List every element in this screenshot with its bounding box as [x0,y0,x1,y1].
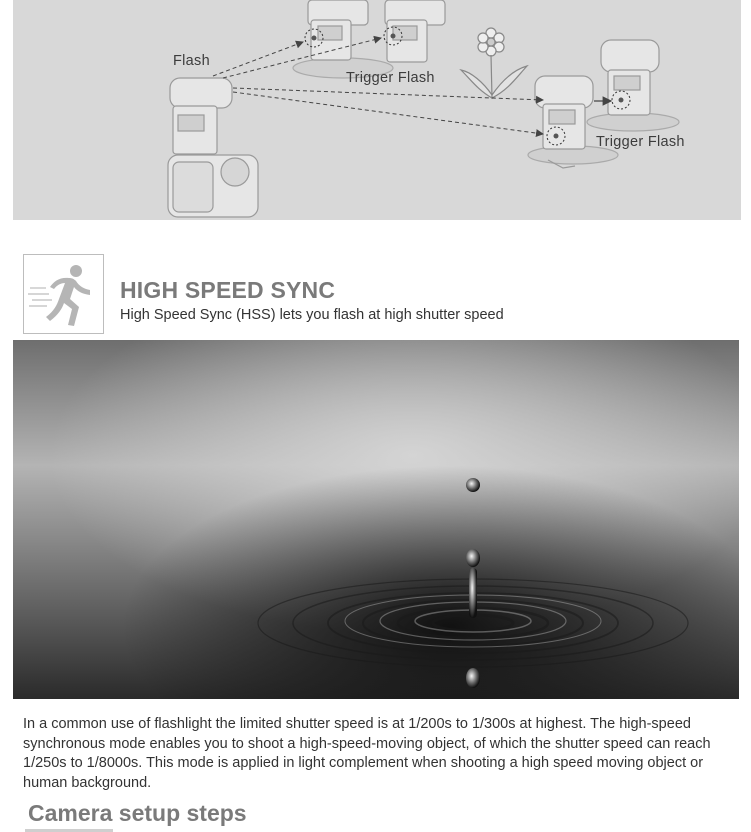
wireless-flash-diagram [13,0,741,220]
master-flash-camera [168,78,258,217]
running-person-icon [23,254,104,334]
section-title: HIGH SPEED SYNC [120,277,336,303]
flash-label: Flash [173,53,210,69]
flower-graphic [461,28,527,98]
trigger-flash-top-right [385,0,445,62]
diagram-artwork [13,0,741,220]
trigger-flash-label-right: Trigger Flash [596,134,685,150]
section-subtitle: High Speed Sync (HSS) lets you flash at high shutter speed [120,307,504,323]
camera-setup-heading: Camera setup steps [28,800,247,826]
trigger-flash-label-top: Trigger Flash [346,70,435,86]
trigger-flash-right-back [587,40,679,131]
water-drop-photo [13,340,739,699]
hss-description: In a common use of flashlight the limited shutter speed is at 1/200s to 1/300s at highest. The high-speed synchronous mode enables you to shoot a high-speed-moving object, of which the shutter speed can reach 1/250s to 1/8000s. This mode is applied in light complement when shooting a high speed moving object or human background. [23,716,711,791]
trigger-flash-top-left [293,0,393,78]
